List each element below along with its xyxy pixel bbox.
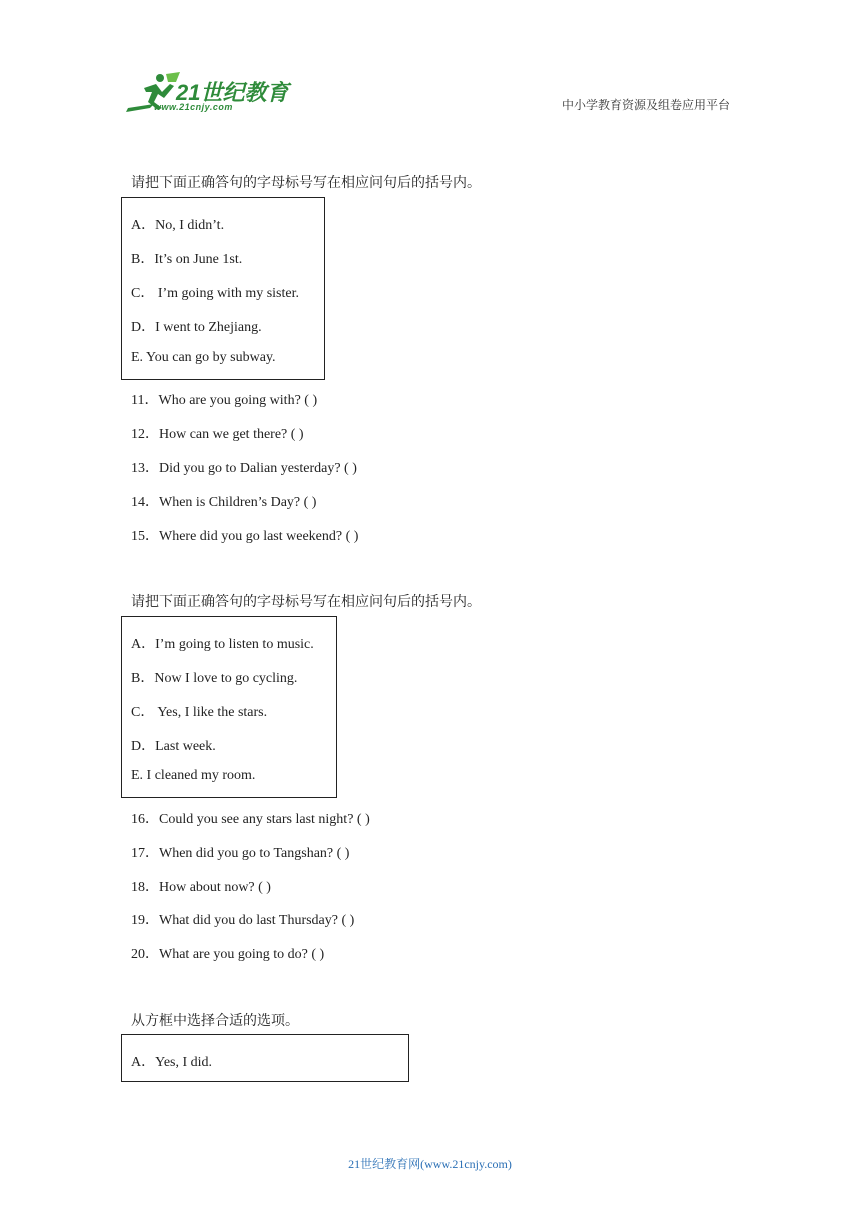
option-c: C． I’m going with my sister. bbox=[131, 286, 299, 301]
platform-name: 中小学教育资源及组卷应用平台 bbox=[561, 98, 730, 112]
question-17: 17．When did you go to Tangshan? ( ) bbox=[131, 846, 350, 861]
question-11: 11．Who are you going with? ( ) bbox=[131, 393, 318, 408]
question-12: 12．How can we get there? ( ) bbox=[131, 427, 304, 442]
logo-text: 21世纪教育 bbox=[176, 80, 289, 105]
option-a: A．Yes, I did. bbox=[131, 1055, 213, 1070]
section-1-options-box bbox=[121, 197, 325, 380]
option-e: E. I cleaned my room. bbox=[131, 768, 256, 783]
question-14: 14．When is Children’s Day? ( ) bbox=[131, 495, 317, 510]
option-d: D．I went to Zhejiang. bbox=[131, 320, 262, 335]
option-c: C． Yes, I like the stars. bbox=[131, 705, 268, 720]
page-header bbox=[0, 0, 860, 130]
footer-text: 21世纪教育网(www.21cnjy.com) bbox=[348, 1157, 512, 1171]
question-19: 19．What did you do last Thursday? ( ) bbox=[131, 913, 355, 928]
section-1-title: 请把下面正确答句的字母标号写在相应问句后的括号内。 bbox=[131, 175, 481, 191]
question-16: 16．Could you see any stars last night? ( ) bbox=[131, 812, 370, 827]
option-e: E. You can go by subway. bbox=[131, 350, 276, 365]
option-d: D．Last week. bbox=[131, 739, 216, 754]
section-3-title: 从方框中选择合适的选项。 bbox=[131, 1013, 299, 1029]
section-3-options-box bbox=[121, 1034, 409, 1082]
question-15: 15．Where did you go last weekend? ( ) bbox=[131, 529, 359, 544]
section-2-title: 请把下面正确答句的字母标号写在相应问句后的括号内。 bbox=[131, 594, 481, 610]
question-13: 13．Did you go to Dalian yesterday? ( ) bbox=[131, 461, 357, 476]
question-18: 18．How about now? ( ) bbox=[131, 880, 271, 895]
option-b: B．Now I love to go cycling. bbox=[131, 671, 298, 686]
question-20: 20．What are you going to do? ( ) bbox=[131, 947, 325, 962]
option-a: A．I’m going to listen to music. bbox=[131, 637, 314, 652]
section-2-options-box bbox=[121, 616, 337, 798]
option-a: A．No, I didn’t. bbox=[131, 218, 225, 233]
logo-url: www.21cnjy.com bbox=[154, 102, 233, 112]
logo bbox=[124, 70, 294, 116]
option-b: B．It’s on June 1st. bbox=[131, 252, 243, 267]
